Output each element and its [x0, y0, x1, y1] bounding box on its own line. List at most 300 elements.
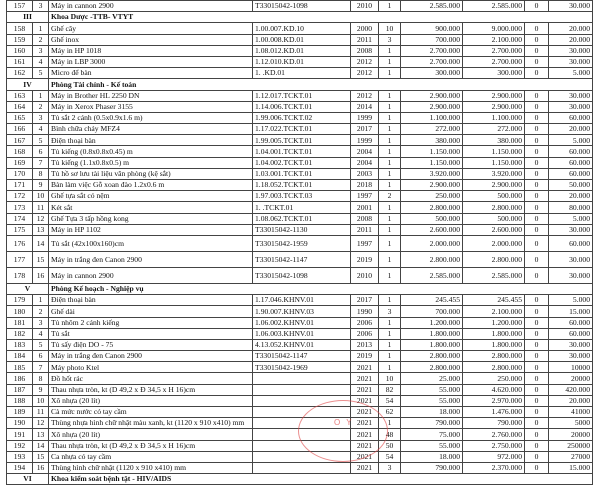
group-index-cell: 10: [33, 395, 49, 406]
group-index-cell: 12: [33, 213, 49, 224]
group-index-cell: 1: [33, 90, 49, 101]
group-index-cell: 11: [33, 407, 49, 418]
table-row: [7, 180, 593, 191]
zero-value-cell: 0: [525, 112, 549, 123]
item-name-cell: Máy in cannon 2900: [49, 267, 253, 283]
asset-code-cell: T33015042-1959: [253, 235, 351, 251]
asset-code-cell: 4.13.052.KHNV.01: [253, 339, 351, 350]
year-cell: 2004: [351, 157, 379, 168]
zero-value-cell: 0: [525, 56, 549, 67]
zero-value-cell: 0: [525, 395, 549, 406]
total-value-cell: 245.455: [463, 295, 525, 306]
year-cell: 2021: [351, 362, 379, 373]
amount-cell: 20.000: [549, 23, 593, 34]
group-index-cell: 5: [33, 135, 49, 146]
total-value-cell: 2.800.000: [463, 251, 525, 267]
total-value-cell: 1.100.000: [463, 112, 525, 123]
amount-cell: 30.000: [549, 339, 593, 350]
item-name-cell: Máy in HP 1102: [49, 224, 253, 235]
zero-value-cell: 0: [525, 462, 549, 473]
amount-cell: 30.000: [549, 251, 593, 267]
group-index-cell: 3: [33, 317, 49, 328]
item-name-cell: Máy in HP 1018: [49, 45, 253, 56]
total-value-cell: 4.620.000: [463, 384, 525, 395]
total-value-cell: 2.100.000: [463, 306, 525, 317]
row-index-cell: 166: [7, 124, 33, 135]
zero-value-cell: 0: [525, 418, 549, 429]
unit-price-cell: 2.800.000: [401, 351, 463, 362]
amount-cell: 15.000: [549, 306, 593, 317]
zero-value-cell: 0: [525, 191, 549, 202]
amount-cell: 5.000: [549, 135, 593, 146]
section-header-row: [7, 283, 593, 294]
amount-cell: 30.000: [549, 45, 593, 56]
asset-code-cell: [253, 384, 351, 395]
row-index-cell: 181: [7, 317, 33, 328]
zero-value-cell: 0: [525, 328, 549, 339]
year-cell: 2018: [351, 180, 379, 191]
seal-lettering: O Y: [334, 418, 354, 427]
amount-cell: 30.000: [549, 56, 593, 67]
quantity-cell: 1: [379, 202, 401, 213]
zero-value-cell: 0: [525, 251, 549, 267]
table-row: [7, 235, 593, 251]
quantity-cell: 1: [379, 339, 401, 350]
section-header-row: [7, 79, 593, 90]
unit-price-cell: 2.900.000: [401, 90, 463, 101]
row-index-cell: 168: [7, 146, 33, 157]
item-name-cell: Điện thoại bàn: [49, 295, 253, 306]
zero-value-cell: 0: [525, 451, 549, 462]
zero-value-cell: 0: [525, 135, 549, 146]
amount-cell: 50.000: [549, 180, 593, 191]
row-index-cell: 176: [7, 235, 33, 251]
table-row: [7, 112, 593, 123]
item-name-cell: Tủ sắt 2 cánh (0.5x0.9x1.6 m): [49, 112, 253, 123]
table-row: [7, 451, 593, 462]
unit-price-cell: 1.100.000: [401, 112, 463, 123]
total-value-cell: 2.900.000: [463, 90, 525, 101]
item-name-cell: Ghế Tựa 3 tấp hồng kong: [49, 213, 253, 224]
amount-cell: 60.000: [549, 168, 593, 179]
asset-code-cell: 1.08.062.TCKT.01: [253, 213, 351, 224]
unit-price-cell: 2.000.000: [401, 235, 463, 251]
year-cell: 2012: [351, 56, 379, 67]
year-cell: 2019: [351, 251, 379, 267]
year-cell: 2013: [351, 339, 379, 350]
row-index-cell: 191: [7, 429, 33, 440]
year-cell: 2011: [351, 224, 379, 235]
year-cell: 2017: [351, 295, 379, 306]
item-name-cell: Két sắt: [49, 202, 253, 213]
row-index-cell: 169: [7, 157, 33, 168]
item-name-cell: Tủ nhôm 2 cánh kiếng: [49, 317, 253, 328]
item-name-cell: Tủ kiếng (1.1x0.8x0.5) m: [49, 157, 253, 168]
row-index-cell: 164: [7, 101, 33, 112]
asset-code-cell: T33015042-1098: [253, 1, 351, 12]
year-cell: 1990: [351, 306, 379, 317]
zero-value-cell: 0: [525, 124, 549, 135]
row-index-cell: 167: [7, 135, 33, 146]
total-value-cell: 2.900.000: [463, 180, 525, 191]
unit-price-cell: 18.000: [401, 407, 463, 418]
total-value-cell: 2.000.000: [463, 235, 525, 251]
amount-cell: 30.000: [549, 267, 593, 283]
item-name-cell: Tủ kiếng (0.8x0.8x0.45) m: [49, 146, 253, 157]
row-index-cell: 173: [7, 202, 33, 213]
row-index-cell: 180: [7, 306, 33, 317]
amount-cell: 20000: [549, 429, 593, 440]
amount-cell: 60.000: [549, 317, 593, 328]
quantity-cell: 1: [379, 68, 401, 79]
zero-value-cell: 0: [525, 440, 549, 451]
item-name-cell: Ghế dài: [49, 306, 253, 317]
total-value-cell: 2.600.000: [463, 224, 525, 235]
row-index-cell: 187: [7, 384, 33, 395]
item-name-cell: Micro để bàn: [49, 68, 253, 79]
amount-cell: 20.000: [549, 191, 593, 202]
item-name-cell: Ghế cây: [49, 23, 253, 34]
unit-price-cell: 3.920.000: [401, 168, 463, 179]
group-index-cell: 4: [33, 56, 49, 67]
row-index-cell: 165: [7, 112, 33, 123]
total-value-cell: 1.200.000: [463, 317, 525, 328]
item-name-cell: Máy in cannon 2900: [49, 1, 253, 12]
table-row: [7, 306, 593, 317]
table-row: [7, 462, 593, 473]
zero-value-cell: 0: [525, 407, 549, 418]
amount-cell: 30.000: [549, 1, 593, 12]
zero-value-cell: 0: [525, 168, 549, 179]
total-value-cell: 2.800.000: [463, 351, 525, 362]
row-index-cell: 171: [7, 180, 33, 191]
year-cell: 2004: [351, 146, 379, 157]
row-index-cell: 193: [7, 451, 33, 462]
zero-value-cell: 0: [525, 295, 549, 306]
unit-price-cell: 55.000: [401, 440, 463, 451]
year-cell: 2008: [351, 213, 379, 224]
item-name-cell: Tủ sắt (42x100x160)cm: [49, 235, 253, 251]
total-value-cell: 380.000: [463, 135, 525, 146]
unit-price-cell: 2.900.000: [401, 101, 463, 112]
group-index-cell: 8: [33, 168, 49, 179]
item-name-cell: Tủ sấy điện DO - 75: [49, 339, 253, 350]
group-index-cell: 4: [33, 328, 49, 339]
row-index-cell: 190: [7, 418, 33, 429]
table-row: [7, 224, 593, 235]
year-cell: 2008: [351, 45, 379, 56]
section-roman-numeral: IV: [7, 79, 49, 90]
asset-code-cell: [253, 462, 351, 473]
asset-code-cell: 1. .TCKT.01: [253, 202, 351, 213]
quantity-cell: 50: [379, 440, 401, 451]
unit-price-cell: 18.000: [401, 451, 463, 462]
asset-code-cell: 1.06.003.KHNV.01: [253, 328, 351, 339]
table-row: [7, 251, 593, 267]
quantity-cell: 1: [379, 362, 401, 373]
year-cell: 2021: [351, 462, 379, 473]
inventory-table-body: [7, 1, 593, 485]
table-row: [7, 101, 593, 112]
item-name-cell: Máy in Brother HL 2250 DN: [49, 90, 253, 101]
year-cell: 2012: [351, 90, 379, 101]
group-index-cell: 16: [33, 462, 49, 473]
quantity-cell: 48: [379, 429, 401, 440]
row-index-cell: 179: [7, 295, 33, 306]
item-name-cell: Ghế tựa sắt có nệm: [49, 191, 253, 202]
total-value-cell: 2.370.000: [463, 462, 525, 473]
amount-cell: 80.000: [549, 202, 593, 213]
zero-value-cell: 0: [525, 101, 549, 112]
unit-price-cell: 2.900.000: [401, 180, 463, 191]
table-row: [7, 90, 593, 101]
item-name-cell: Máy in Xerox Phaser 3155: [49, 101, 253, 112]
quantity-cell: 2: [379, 191, 401, 202]
total-value-cell: 2.700.000: [463, 45, 525, 56]
unit-price-cell: 2.585.000: [401, 1, 463, 12]
year-cell: 2006: [351, 328, 379, 339]
total-value-cell: 2.750.000: [463, 440, 525, 451]
unit-price-cell: 790.000: [401, 418, 463, 429]
total-value-cell: 2.700.000: [463, 56, 525, 67]
asset-code-cell: T33015042-1969: [253, 362, 351, 373]
section-header-row: [7, 474, 593, 485]
item-name-cell: Máy photo Ktel: [49, 362, 253, 373]
year-cell: 1997: [351, 191, 379, 202]
table-row: [7, 146, 593, 157]
amount-cell: 5.000: [549, 68, 593, 79]
asset-code-cell: 1.14.006.TCKT.01: [253, 101, 351, 112]
zero-value-cell: 0: [525, 384, 549, 395]
total-value-cell: 2.585.000: [463, 1, 525, 12]
quantity-cell: 1: [379, 418, 401, 429]
item-name-cell: Bình chữa cháy MFZ4: [49, 124, 253, 135]
item-name-cell: Máy in LBP 3000: [49, 56, 253, 67]
zero-value-cell: 0: [525, 235, 549, 251]
year-cell: 2021: [351, 418, 379, 429]
unit-price-cell: 1.800.000: [401, 328, 463, 339]
year-cell: 2021: [351, 395, 379, 406]
quantity-cell: 1: [379, 90, 401, 101]
item-name-cell: Thùng nhựa hình chữ nhật màu xanh, kt (1120 x 910 x410) mm: [49, 418, 253, 429]
row-index-cell: 175: [7, 224, 33, 235]
quantity-cell: 1: [379, 224, 401, 235]
item-name-cell: Xô nhựa (20 lít): [49, 429, 253, 440]
amount-cell: 60.000: [549, 328, 593, 339]
amount-cell: 27000: [549, 451, 593, 462]
unit-price-cell: 75.000: [401, 429, 463, 440]
asset-code-cell: [253, 373, 351, 384]
item-name-cell: Máy in trắng đen Canon 2900: [49, 251, 253, 267]
row-index-cell: 185: [7, 362, 33, 373]
group-index-cell: 7: [33, 157, 49, 168]
unit-price-cell: 55.000: [401, 384, 463, 395]
amount-cell: 30.000: [549, 224, 593, 235]
item-name-cell: Xô nhựa (20 lít): [49, 395, 253, 406]
quantity-cell: 1: [379, 328, 401, 339]
table-row: [7, 45, 593, 56]
asset-code-cell: 1.97.003.TCKT.03: [253, 191, 351, 202]
year-cell: 2001: [351, 202, 379, 213]
total-value-cell: 2.760.000: [463, 429, 525, 440]
group-index-cell: 6: [33, 146, 49, 157]
unit-price-cell: 2.700.000: [401, 56, 463, 67]
unit-price-cell: 2.700.000: [401, 45, 463, 56]
group-index-cell: 9: [33, 180, 49, 191]
total-value-cell: 272.000: [463, 124, 525, 135]
total-value-cell: 3.920.000: [463, 168, 525, 179]
table-row: [7, 23, 593, 34]
item-name-cell: Thau nhựa tròn, kt (D 49,2 x Đ 34,5 x H 16)cm: [49, 384, 253, 395]
group-index-cell: 5: [33, 68, 49, 79]
zero-value-cell: 0: [525, 306, 549, 317]
zero-value-cell: 0: [525, 362, 549, 373]
group-index-cell: 14: [33, 235, 49, 251]
asset-code-cell: 1. .KD.01: [253, 68, 351, 79]
group-index-cell: 1: [33, 23, 49, 34]
amount-cell: 250000: [549, 440, 593, 451]
year-cell: 2021: [351, 384, 379, 395]
year-cell: 2021: [351, 451, 379, 462]
total-value-cell: 500.000: [463, 213, 525, 224]
unit-price-cell: 1.150.000: [401, 157, 463, 168]
quantity-cell: 1: [379, 1, 401, 12]
amount-cell: 5.000: [549, 213, 593, 224]
table-row: [7, 202, 593, 213]
asset-code-cell: 1.99.006.TCKT.02: [253, 112, 351, 123]
quantity-cell: 3: [379, 306, 401, 317]
year-cell: 1999: [351, 112, 379, 123]
red-seal-stamp: [298, 400, 388, 462]
zero-value-cell: 0: [525, 146, 549, 157]
item-name-cell: Tủ sắt: [49, 328, 253, 339]
asset-code-cell: 1.99.005.TCKT.01: [253, 135, 351, 146]
section-roman-numeral: III: [7, 12, 49, 23]
quantity-cell: 1: [379, 213, 401, 224]
amount-cell: 420.000: [549, 384, 593, 395]
group-index-cell: 10: [33, 191, 49, 202]
group-index-cell: 16: [33, 267, 49, 283]
total-value-cell: 2.800.000: [463, 202, 525, 213]
group-index-cell: 15: [33, 451, 49, 462]
group-index-cell: 13: [33, 429, 49, 440]
row-index-cell: 161: [7, 56, 33, 67]
row-index-cell: 158: [7, 23, 33, 34]
zero-value-cell: 0: [525, 202, 549, 213]
section-header-row: [7, 12, 593, 23]
quantity-cell: 3: [379, 462, 401, 473]
zero-value-cell: 0: [525, 224, 549, 235]
amount-cell: 60.000: [549, 112, 593, 123]
zero-value-cell: 0: [525, 351, 549, 362]
zero-value-cell: 0: [525, 317, 549, 328]
table-row: [7, 191, 593, 202]
unit-price-cell: 245.455: [401, 295, 463, 306]
item-name-cell: Bàn làm việc Gỗ xoan đào 1.2x0.6 m: [49, 180, 253, 191]
asset-code-cell: T33015042-1130: [253, 224, 351, 235]
asset-code-cell: 1.18.052.TCKT.01: [253, 180, 351, 191]
zero-value-cell: 0: [525, 373, 549, 384]
group-index-cell: 15: [33, 251, 49, 267]
quantity-cell: 1: [379, 45, 401, 56]
row-index-cell: 183: [7, 339, 33, 350]
table-row: [7, 373, 593, 384]
total-value-cell: 790.000: [463, 418, 525, 429]
table-row: [7, 168, 593, 179]
row-index-cell: 177: [7, 251, 33, 267]
unit-price-cell: 2.800.000: [401, 251, 463, 267]
row-index-cell: 172: [7, 191, 33, 202]
unit-price-cell: 25.000: [401, 373, 463, 384]
item-name-cell: Ghế inox: [49, 34, 253, 45]
table-row: [7, 362, 593, 373]
row-index-cell: 184: [7, 351, 33, 362]
unit-price-cell: 790.000: [401, 462, 463, 473]
amount-cell: 30.000: [549, 90, 593, 101]
amount-cell: 15.000: [549, 462, 593, 473]
group-index-cell: 12: [33, 418, 49, 429]
quantity-cell: 1: [379, 180, 401, 191]
year-cell: 2012: [351, 68, 379, 79]
group-index-cell: 1: [33, 295, 49, 306]
quantity-cell: 1: [379, 112, 401, 123]
item-name-cell: Thùng hình chữ nhật (1120 x 910 x410) mm: [49, 462, 253, 473]
zero-value-cell: 0: [525, 34, 549, 45]
table-row: [7, 68, 593, 79]
section-roman-numeral: V: [7, 283, 49, 294]
zero-value-cell: 0: [525, 68, 549, 79]
group-index-cell: 14: [33, 440, 49, 451]
group-index-cell: 9: [33, 384, 49, 395]
table-row: [7, 56, 593, 67]
unit-price-cell: 700.000: [401, 34, 463, 45]
zero-value-cell: 0: [525, 157, 549, 168]
year-cell: 2006: [351, 317, 379, 328]
unit-price-cell: 2.585.000: [401, 267, 463, 283]
unit-price-cell: 272.000: [401, 124, 463, 135]
row-index-cell: 170: [7, 168, 33, 179]
item-name-cell: Thau nhựa tròn, kt (D 49,2 x Đ 34,5 x H 16)cm: [49, 440, 253, 451]
quantity-cell: 1: [379, 157, 401, 168]
unit-price-cell: 2.600.000: [401, 224, 463, 235]
group-index-cell: 3: [33, 112, 49, 123]
row-index-cell: 178: [7, 267, 33, 283]
table-row: [7, 339, 593, 350]
amount-cell: 30.000: [549, 351, 593, 362]
quantity-cell: 1: [379, 251, 401, 267]
row-index-cell: 194: [7, 462, 33, 473]
quantity-cell: 10: [379, 23, 401, 34]
quantity-cell: 1: [379, 317, 401, 328]
asset-code-cell: 1.03.001.TCKT.01: [253, 168, 351, 179]
group-index-cell: 4: [33, 124, 49, 135]
total-value-cell: 1.800.000: [463, 328, 525, 339]
unit-price-cell: 1.150.000: [401, 146, 463, 157]
total-value-cell: 2.100.000: [463, 34, 525, 45]
amount-cell: 41000: [549, 407, 593, 418]
unit-price-cell: 700.000: [401, 306, 463, 317]
zero-value-cell: 0: [525, 45, 549, 56]
asset-code-cell: T33015042-1098: [253, 267, 351, 283]
total-value-cell: 250.000: [463, 373, 525, 384]
table-row: [7, 213, 593, 224]
total-value-cell: 2.900.000: [463, 101, 525, 112]
group-index-cell: 13: [33, 224, 49, 235]
total-value-cell: 500.000: [463, 191, 525, 202]
zero-value-cell: 0: [525, 1, 549, 12]
group-index-cell: 3: [33, 45, 49, 56]
asset-code-cell: T33015042-1147: [253, 351, 351, 362]
